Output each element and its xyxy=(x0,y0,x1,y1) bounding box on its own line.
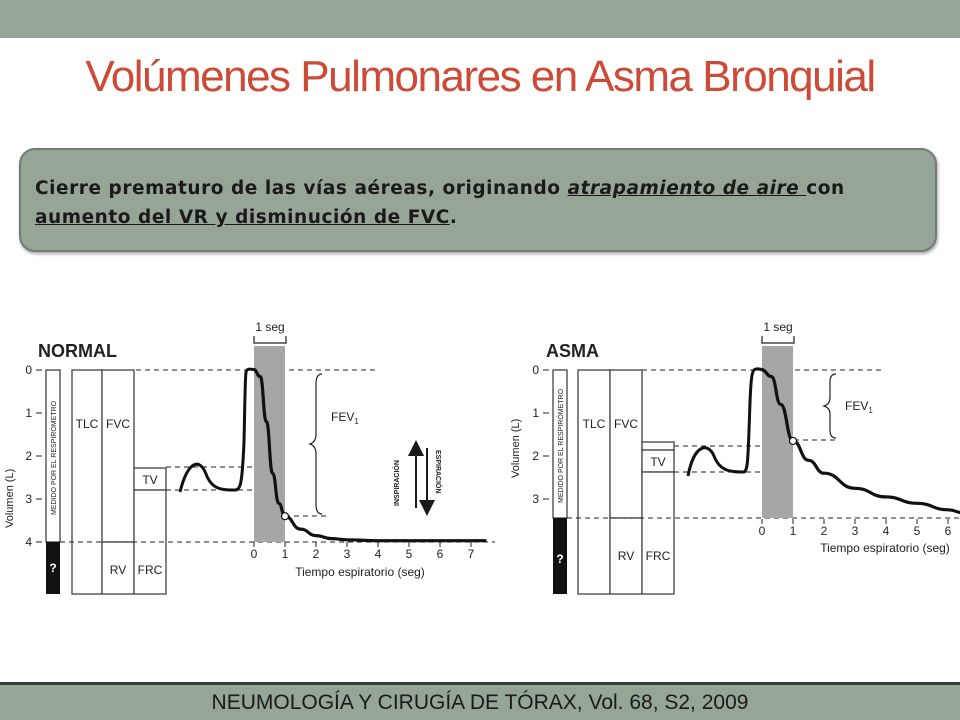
asma-rv-label: RV xyxy=(617,549,635,563)
normal-tlc-box xyxy=(72,370,102,594)
asma-tlc-box xyxy=(578,370,610,594)
spirometry-figure xyxy=(0,310,960,610)
asma-fev1-brace xyxy=(824,374,836,438)
asma-x-tick-label: 5 xyxy=(913,524,921,538)
normal-y-tick-label: 0 xyxy=(25,363,32,377)
normal-fvc-label: FVC xyxy=(106,417,130,431)
asma-title: ASMA xyxy=(546,341,599,361)
asma-x-tick-label: 6 xyxy=(944,524,952,538)
normal-xlabel: Tiempo espiratorio (seg) xyxy=(295,565,425,579)
asma-tidal-breathing xyxy=(688,369,764,476)
normal-x-tick-label: 6 xyxy=(436,547,444,561)
asma-x-ticks xyxy=(759,519,952,538)
normal-title: NORMAL xyxy=(38,341,117,361)
figure-area xyxy=(0,310,960,610)
normal-inspiration-label: INSPIRACIÓN xyxy=(394,460,401,506)
normal-panel xyxy=(4,320,495,594)
asma-fev1-point xyxy=(790,437,797,444)
asma-y-tick-label: 2 xyxy=(532,449,539,463)
normal-tidal-breathing xyxy=(180,369,256,492)
top-bar xyxy=(0,0,960,38)
normal-x-tick-label: 3 xyxy=(343,547,351,561)
normal-rv-label: RV xyxy=(109,563,127,577)
asma-ylabel: Volumen (L) xyxy=(510,418,522,478)
normal-x-tick-label: 2 xyxy=(312,547,320,561)
normal-unknown-label: ? xyxy=(49,561,57,575)
asma-x-tick-label: 2 xyxy=(820,524,828,538)
asma-tv-label: TV xyxy=(650,455,666,469)
asma-fvc-box xyxy=(610,370,642,518)
normal-ylabel: Volumen (L) xyxy=(4,468,16,528)
asma-x-tick-label: 1 xyxy=(789,524,797,538)
footer-bar xyxy=(0,682,960,720)
normal-second-bracket xyxy=(254,336,286,343)
normal-x-ticks xyxy=(251,542,475,561)
asma-y-tick-label: 1 xyxy=(532,406,539,420)
footer-citation: NEUMOLOGÍA Y CIRUGÍA DE TÓRAX, Vol. 68, S2, 2009 xyxy=(211,691,749,714)
callout-text xyxy=(35,174,925,232)
normal-spirometer-label: MEDIDO POR EL RESPIRÓMETRO xyxy=(51,400,58,515)
normal-x-tick-label: 5 xyxy=(405,547,413,561)
callout-part-1: Cierre prematuro de las vías aéreas, originando xyxy=(35,178,568,199)
callout-part-5: . xyxy=(449,207,458,228)
normal-y-tick-label: 2 xyxy=(25,449,32,463)
normal-expiration-label: ESPIRACIÓN xyxy=(434,450,441,494)
normal-fev1-point xyxy=(282,513,289,520)
normal-tv-label: TV xyxy=(142,473,158,487)
asma-y-tick-label: 3 xyxy=(532,492,539,506)
slide-title: Volúmenes Pulmonares en Asma Bronquial xyxy=(85,52,875,101)
callout-box xyxy=(19,148,937,252)
normal-y-ticks xyxy=(25,363,42,549)
asma-xlabel: Tiempo espiratorio (seg) xyxy=(820,541,950,555)
normal-y-tick-label: 4 xyxy=(25,535,32,549)
asma-y-ticks xyxy=(532,363,549,506)
asma-unknown-label: ? xyxy=(556,552,564,566)
asma-x-tick-label: 3 xyxy=(851,524,859,538)
normal-fev-label: $FEV_1$ xyxy=(331,410,359,426)
normal-fvc-box xyxy=(102,370,134,542)
asma-fev-label: $FEV_1$ xyxy=(845,399,873,415)
callout-part-4: aumento del VR y disminución de FVC xyxy=(35,207,450,228)
callout-part-2: atrapamiento de aire xyxy=(567,178,807,199)
normal-y-tick-label: 3 xyxy=(25,492,32,506)
asma-x-tick-label: 0 xyxy=(758,524,766,538)
normal-x-tick-label: 0 xyxy=(250,547,258,561)
normal-x-tick-label: 7 xyxy=(467,547,475,561)
callout-part-3: con xyxy=(806,178,845,199)
normal-fev1-brace xyxy=(310,374,322,514)
asma-frc-label: FRC xyxy=(645,549,671,563)
asma-shaded-label: 1 seg xyxy=(763,320,793,334)
asma-second-bracket xyxy=(762,336,794,343)
asma-panel xyxy=(510,320,960,594)
normal-y-tick-label: 1 xyxy=(25,406,32,420)
normal-x-tick-label: 1 xyxy=(281,547,289,561)
asma-x-tick-label: 4 xyxy=(882,524,890,538)
asma-fvc-label: FVC xyxy=(614,417,638,431)
asma-tlc-label: TLC xyxy=(582,417,606,431)
normal-tlc-label: TLC xyxy=(75,417,99,431)
asma-frc-box xyxy=(642,472,674,594)
normal-frc-label: FRC xyxy=(137,563,163,577)
asma-y-tick-label: 0 xyxy=(532,363,539,377)
normal-shaded-label: 1 seg xyxy=(255,320,285,334)
asma-spirometer-label: MEDIDO POR EL RESPIRÓMETRO xyxy=(558,388,565,503)
normal-x-tick-label: 4 xyxy=(374,547,382,561)
asma-erv-box xyxy=(642,442,674,450)
